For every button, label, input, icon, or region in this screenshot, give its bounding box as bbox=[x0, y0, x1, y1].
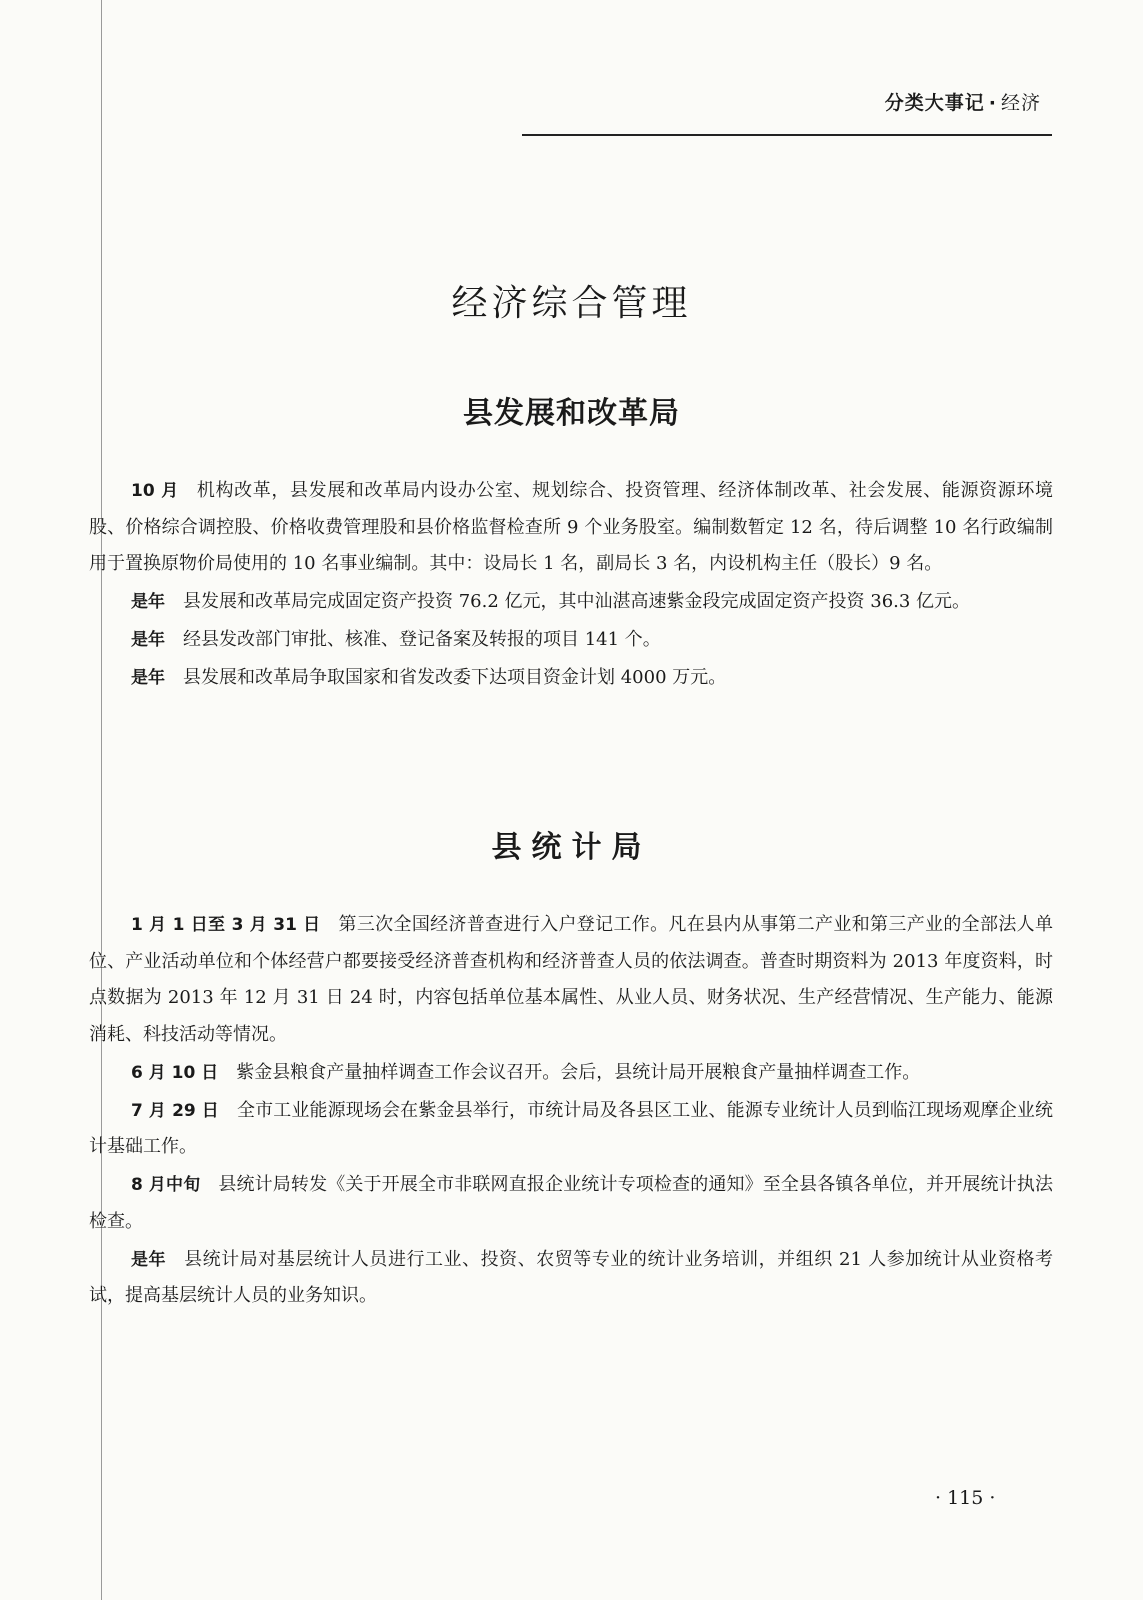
chronicle-entry bbox=[89, 1055, 1053, 1092]
entry-text: 全市工业能源现场会在紫金县举行，市统计局及各县区工业、能源专业统计人员到临江现场观摩企业统计基础工作。 bbox=[89, 1099, 1053, 1157]
entry-date: 1 月 1 日至 3 月 31 日 bbox=[131, 915, 321, 935]
entry-date: 10 月 bbox=[131, 481, 179, 501]
header-title: 分类大事记 bbox=[884, 92, 985, 114]
entry-text: 县统计局对基层统计人员进行工业、投资、农贸等专业的统计业务培训，并组织 21 人参加统计从业资格考试，提高基层统计人员的业务知识。 bbox=[89, 1248, 1054, 1306]
entry-date: 7 月 29 日 bbox=[131, 1100, 219, 1121]
entry-text: 县发展和改革局完成固定资产投资 76.2 亿元，其中汕湛高速紫金段完成固定资产投资 36.3 亿元。 bbox=[183, 591, 971, 612]
entry-text: 县统计局转发《关于开展全市非联网直报企业统计专项检查的通知》至全县各镇各单位，并开展统计执法检查。 bbox=[89, 1174, 1053, 1232]
entry-date: 是年 bbox=[131, 592, 165, 612]
chronicle-entry bbox=[89, 622, 1053, 659]
section-body-development-reform bbox=[89, 473, 1053, 698]
entry-date: 8 月中旬 bbox=[131, 1175, 201, 1195]
entry-date: 6 月 10 日 bbox=[131, 1062, 219, 1083]
header-subtitle: 经济 bbox=[1000, 92, 1041, 114]
chronicle-entry bbox=[89, 907, 1053, 1053]
chronicle-entry bbox=[89, 1167, 1053, 1240]
entry-text: 机构改革，县发展和改革局内设办公室、规划综合、投资管理、经济体制改革、社会发展、能源资源环境股、价格综合调控股、价格收费管理股和县价格监督检查所 9 个业务股室。编制数暂定 12 名，待后调整 10 名行政编制用于置换原物价局使用的 10 名事业编制。其中：设局长 1 名，副局长 3 名，内设机构主任（股长）9 名。 bbox=[89, 480, 1053, 574]
entry-date: 是年 bbox=[131, 630, 165, 650]
section-body-statistics-bureau bbox=[89, 907, 1053, 1316]
header-separator: · bbox=[988, 92, 997, 114]
entry-text: 紫金县粮食产量抽样调查工作会议召开。会后，县统计局开展粮食产量抽样调查工作。 bbox=[236, 1061, 921, 1083]
header-rule bbox=[522, 134, 1052, 136]
chronicle-entry bbox=[89, 473, 1053, 583]
chronicle-entry bbox=[89, 1242, 1053, 1315]
chronicle-entry bbox=[89, 660, 1053, 697]
chronicle-entry bbox=[89, 1093, 1053, 1166]
section-title-statistics-bureau: 县统计局 bbox=[491, 830, 652, 865]
running-header bbox=[885, 88, 1041, 115]
binding-margin-line bbox=[101, 0, 102, 1600]
entry-date: 是年 bbox=[131, 668, 165, 688]
entry-text: 第三次全国经济普查进行入户登记工作。凡在县内从事第二产业和第三产业的全部法人单位、产业活动单位和个体经营户都要接受经济普查机构和经济普查人员的依法调查。普查时期资料为 2013 年度资料，时点数据为 2013 年 12 月 31 日 24 时，内容包括单位基本属性、从业人员、财务状况、生产经营情况、生产能力、能源消耗、科技活动等情况。 bbox=[89, 914, 1053, 1045]
entry-date: 是年 bbox=[131, 1249, 167, 1270]
entry-text: 县发展和改革局争取国家和省发改委下达项目资金计划 4000 万元。 bbox=[183, 667, 727, 688]
chronicle-entry bbox=[89, 584, 1053, 621]
section-title-development-reform: 县发展和改革局 bbox=[463, 396, 680, 431]
page-number: · 115 · bbox=[935, 1487, 996, 1509]
entry-text: 经县发改部门审批、核准、登记备案及转报的项目 141 个。 bbox=[183, 629, 661, 650]
chapter-title: 经济综合管理 bbox=[451, 283, 692, 324]
